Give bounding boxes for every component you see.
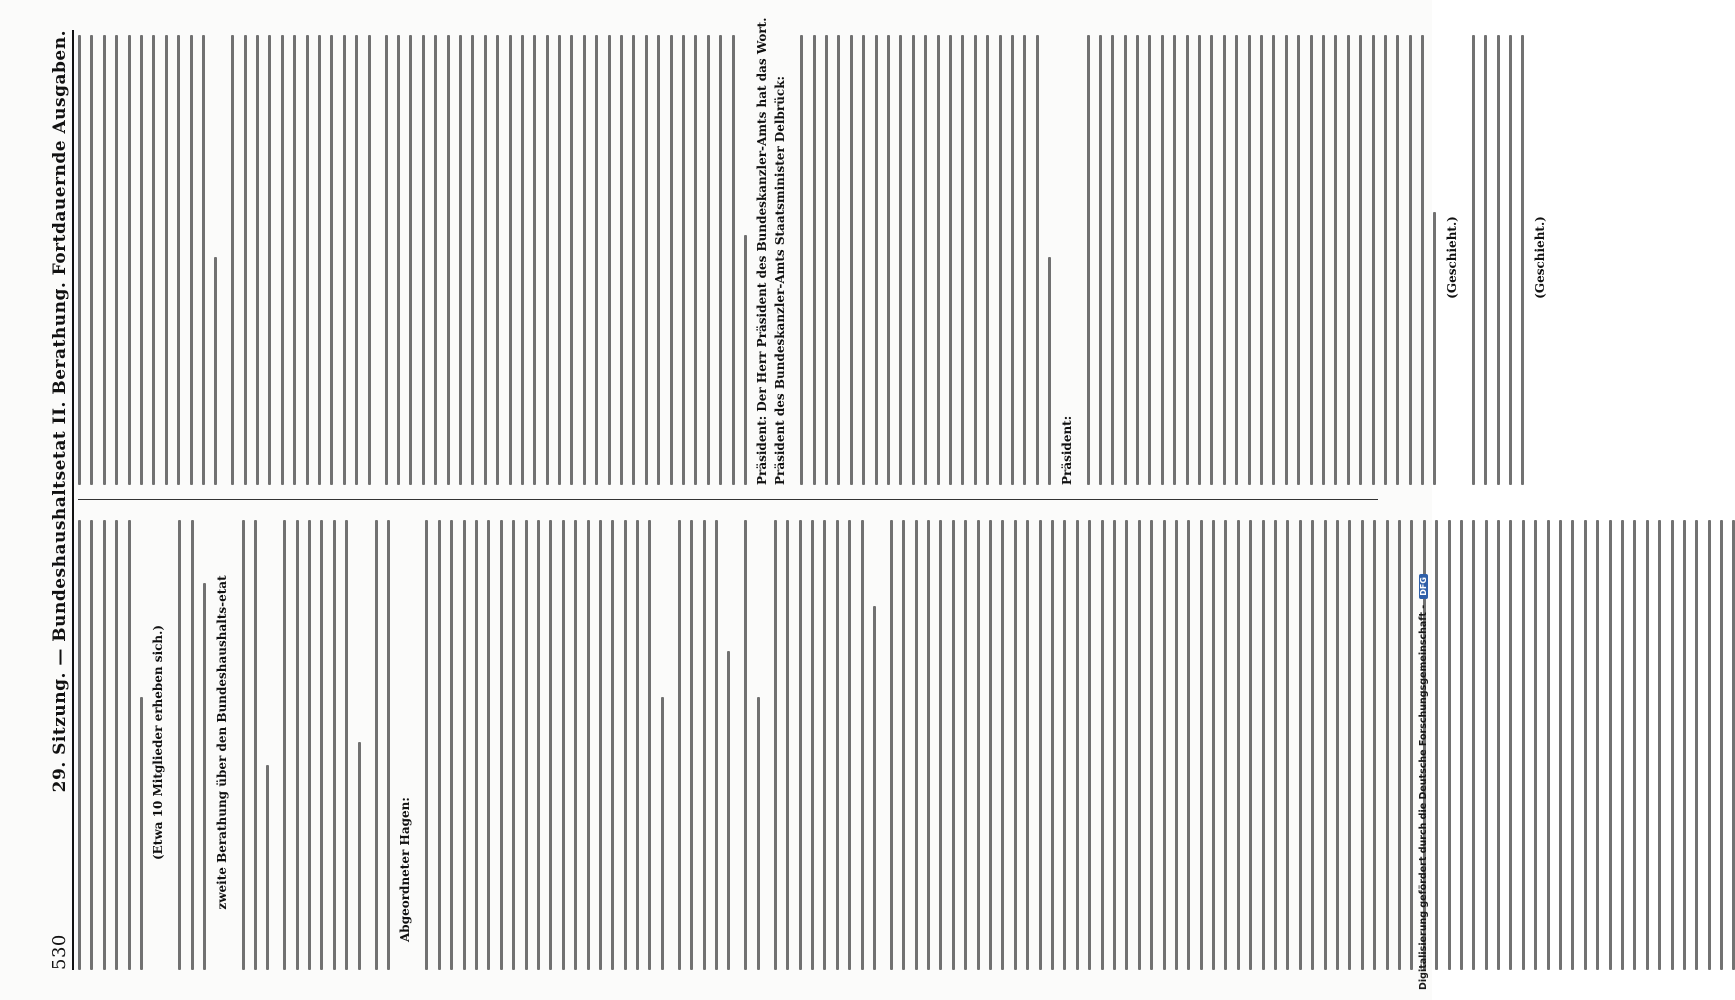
text-line <box>244 35 247 485</box>
text-line <box>1348 520 1351 970</box>
bold-term: zweite Berathung über den Bundeshaushalts-etat <box>214 575 229 910</box>
text-line <box>500 520 503 970</box>
text-line <box>890 520 893 970</box>
text-line <box>333 520 336 970</box>
text-line <box>1051 520 1054 970</box>
text-line <box>939 520 942 970</box>
text-line <box>409 35 412 485</box>
text-line <box>1472 520 1475 970</box>
text-line <box>850 35 853 485</box>
text-line <box>694 35 697 485</box>
text-line <box>1386 520 1389 970</box>
text-line <box>989 520 992 970</box>
page-title: 29. Sitzung. — Bundeshaushaltsetat II. Berathung. Fortdauernde Ausgaben. <box>50 30 70 793</box>
page-header <box>24 30 70 970</box>
text-line <box>1136 35 1139 485</box>
text-line <box>1235 35 1238 485</box>
text-line <box>1187 520 1190 970</box>
text-line <box>1373 520 1376 970</box>
text-line <box>1336 520 1339 970</box>
text-line <box>475 520 478 970</box>
text-line <box>549 520 552 970</box>
text-line <box>375 520 378 970</box>
text-line <box>343 35 346 485</box>
text-line <box>1237 520 1240 970</box>
text-line <box>1559 520 1562 970</box>
text-line <box>608 35 611 485</box>
text-line <box>1472 35 1475 485</box>
text-line <box>558 35 561 485</box>
text-line <box>1001 520 1004 970</box>
text-line <box>1410 520 1413 970</box>
text-line <box>358 743 361 971</box>
text-line <box>1138 520 1141 970</box>
text-line <box>90 520 93 970</box>
text-line <box>450 520 453 970</box>
text-line <box>1198 35 1201 485</box>
text-line <box>800 35 803 485</box>
text-line <box>1460 520 1463 970</box>
text-line <box>293 35 296 485</box>
bold-term: Präsident: Der Herr Präsident des Bundeskanzler-Amts hat das Wort. <box>755 17 770 485</box>
text-line <box>1148 35 1151 485</box>
text-line <box>308 520 311 970</box>
text-line <box>1310 35 1313 485</box>
text-line <box>927 520 930 970</box>
text-line <box>1522 520 1525 970</box>
text-line <box>1509 520 1512 970</box>
text-line <box>128 520 131 970</box>
text-line <box>1026 520 1029 970</box>
text-line <box>848 520 851 970</box>
text-line <box>1163 520 1166 970</box>
text-line <box>645 35 648 485</box>
text-line <box>732 35 735 485</box>
text-line <box>887 35 890 485</box>
text-line <box>1497 35 1500 485</box>
text-line <box>1014 520 1017 970</box>
text-line <box>574 520 577 970</box>
text-line <box>385 35 388 485</box>
text-line <box>1076 520 1079 970</box>
text-line <box>986 35 989 485</box>
text-line <box>78 35 81 485</box>
text-line <box>1361 520 1364 970</box>
bold-term: Abgeordneter Hagen: <box>398 797 413 942</box>
text-line <box>256 35 259 485</box>
text-line <box>1720 520 1723 970</box>
text-line <box>546 35 549 485</box>
text-line <box>1150 520 1153 970</box>
text-line <box>744 235 747 485</box>
bold-term: (Geschieht.) <box>1444 216 1459 299</box>
text-line <box>1186 35 1189 485</box>
text-line <box>949 35 952 485</box>
text-line <box>611 520 614 970</box>
text-line <box>1224 520 1227 970</box>
text-line <box>1039 520 1042 970</box>
bold-term: Präsident: <box>1059 415 1074 485</box>
text-line <box>678 520 681 970</box>
text-line <box>1359 35 1362 485</box>
text-line <box>786 520 789 970</box>
bold-term: (Geschieht.) <box>1532 216 1547 299</box>
text-line <box>1609 520 1612 970</box>
text-line <box>533 35 536 485</box>
text-line <box>387 520 390 970</box>
text-line <box>757 697 760 970</box>
text-line <box>434 35 437 485</box>
text-line <box>1048 258 1051 486</box>
text-line <box>1409 35 1412 485</box>
text-line <box>1023 35 1026 485</box>
text-line <box>1485 520 1488 970</box>
text-line <box>140 697 143 970</box>
text-line <box>484 35 487 485</box>
text-line <box>587 520 590 970</box>
text-line <box>78 520 81 970</box>
text-line <box>1124 35 1127 485</box>
text-line <box>1497 520 1500 970</box>
text-line <box>191 520 194 970</box>
text-line <box>1101 520 1104 970</box>
text-line <box>657 35 660 485</box>
text-line <box>1448 520 1451 970</box>
text-line <box>964 520 967 970</box>
text-line <box>636 520 639 970</box>
text-line <box>1433 212 1436 485</box>
text-line <box>1161 35 1164 485</box>
text-line <box>140 35 143 485</box>
text-line <box>648 520 651 970</box>
text-line <box>620 35 623 485</box>
text-line <box>1260 35 1263 485</box>
text-line <box>268 35 271 485</box>
text-line <box>1210 35 1213 485</box>
text-line <box>1708 520 1711 970</box>
text-line <box>1324 520 1327 970</box>
text-line <box>744 520 747 970</box>
text-line <box>774 520 777 970</box>
text-line <box>823 520 826 970</box>
text-line <box>509 35 512 485</box>
text-line <box>1274 520 1277 970</box>
text-line <box>521 35 524 485</box>
text-line <box>1521 35 1524 485</box>
text-line <box>345 520 348 970</box>
text-line <box>862 35 865 485</box>
text-line <box>837 35 840 485</box>
text-line <box>811 520 814 970</box>
text-line <box>537 520 540 970</box>
text-line <box>690 520 693 970</box>
text-line <box>999 35 1002 485</box>
text-line <box>115 35 118 485</box>
text-line <box>242 520 245 970</box>
text-line <box>320 520 323 970</box>
text-line <box>1297 35 1300 485</box>
text-line <box>152 35 155 485</box>
text-line <box>214 258 217 486</box>
page-number: 530 <box>49 934 70 970</box>
text-line <box>1435 520 1438 970</box>
text-line <box>177 35 180 485</box>
text-line <box>861 520 864 970</box>
text-line <box>715 520 718 970</box>
text-line <box>202 35 205 485</box>
text-line <box>355 35 358 485</box>
text-line <box>1334 35 1337 485</box>
text-line <box>1621 520 1624 970</box>
text-line <box>1299 520 1302 970</box>
header-rule <box>72 30 74 970</box>
text-line <box>512 520 515 970</box>
text-line <box>813 35 816 485</box>
text-line <box>128 35 131 485</box>
text-line <box>203 583 206 970</box>
column-divider <box>78 499 1378 500</box>
text-line <box>90 35 93 485</box>
text-line <box>912 35 915 485</box>
text-line <box>632 35 635 485</box>
text-line <box>583 35 586 485</box>
text-line <box>283 520 286 970</box>
text-line <box>1036 35 1039 485</box>
text-line <box>459 35 462 485</box>
text-line <box>599 520 602 970</box>
text-line <box>1063 520 1066 970</box>
text-line <box>1125 520 1128 970</box>
text-line <box>190 35 193 485</box>
text-line <box>937 35 940 485</box>
text-line <box>1175 520 1178 970</box>
text-line <box>1322 35 1325 485</box>
text-line <box>1173 35 1176 485</box>
text-line <box>487 520 490 970</box>
dfg-logo: DFG <box>1419 574 1428 599</box>
text-line <box>1262 520 1265 970</box>
text-line <box>306 35 309 485</box>
text-line <box>1285 35 1288 485</box>
text-line <box>1272 35 1275 485</box>
text-line <box>1547 520 1550 970</box>
text-line <box>570 35 573 485</box>
text-line <box>425 520 428 970</box>
text-line <box>1534 520 1537 970</box>
text-line <box>231 35 234 485</box>
text-line <box>952 520 955 970</box>
text-line <box>727 652 730 971</box>
text-line <box>1484 35 1487 485</box>
text-line <box>1248 35 1251 485</box>
text-line <box>103 35 106 485</box>
text-line <box>1200 520 1203 970</box>
text-line <box>1212 520 1215 970</box>
text-line <box>595 35 598 485</box>
text-line <box>447 35 450 485</box>
text-line <box>254 520 257 970</box>
text-line <box>1646 520 1649 970</box>
text-line <box>562 520 565 970</box>
text-line <box>1372 35 1375 485</box>
text-line <box>178 520 181 970</box>
text-line <box>624 520 627 970</box>
text-line <box>463 520 466 970</box>
text-line <box>266 765 269 970</box>
text-line <box>1113 520 1116 970</box>
text-line <box>281 35 284 485</box>
text-line <box>875 35 878 485</box>
text-line <box>1671 520 1674 970</box>
text-line <box>1311 520 1314 970</box>
text-line <box>1633 520 1636 970</box>
text-line <box>836 520 839 970</box>
text-line <box>707 35 710 485</box>
text-line <box>1658 520 1661 970</box>
text-line <box>1347 35 1350 485</box>
text-line <box>670 35 673 485</box>
digitization-credit-text: Digitalisierung gefördert durch die Deutsche Forschungsgemeinschaft - <box>1417 604 1429 990</box>
text-line <box>1596 520 1599 970</box>
text-line <box>977 520 980 970</box>
text-line <box>661 697 664 970</box>
text-line <box>330 35 333 485</box>
bold-term: Präsident des Bundeskanzler-Amts Staatsminister Delbrück: <box>773 76 788 485</box>
right-text-column <box>78 17 1547 485</box>
text-line <box>165 35 168 485</box>
text-line <box>799 520 802 970</box>
text-line <box>318 35 321 485</box>
text-line <box>368 35 371 485</box>
text-line <box>422 35 425 485</box>
text-line <box>1286 520 1289 970</box>
left-text-column <box>78 515 1388 970</box>
text-line <box>924 35 927 485</box>
text-line <box>1249 520 1252 970</box>
text-line <box>825 35 828 485</box>
text-line <box>115 520 118 970</box>
text-line <box>496 35 499 485</box>
text-line <box>1396 35 1399 485</box>
text-line <box>397 35 400 485</box>
text-line <box>1088 520 1091 970</box>
text-line <box>525 520 528 970</box>
text-line <box>1384 35 1387 485</box>
text-line <box>1111 35 1114 485</box>
text-line <box>1398 520 1401 970</box>
bold-term: (Etwa 10 Mitglieder erheben sich.) <box>151 624 166 861</box>
text-line <box>682 35 685 485</box>
text-line <box>438 520 441 970</box>
text-line <box>974 35 977 485</box>
text-line <box>873 606 876 970</box>
text-line <box>1011 35 1014 485</box>
text-line <box>1683 520 1686 970</box>
text-line <box>915 520 918 970</box>
text-line <box>902 520 905 970</box>
text-line <box>296 520 299 970</box>
text-line <box>471 35 474 485</box>
text-line <box>719 35 722 485</box>
text-line <box>103 520 106 970</box>
text-line <box>1087 35 1090 485</box>
text-line <box>1509 35 1512 485</box>
text-line <box>1695 520 1698 970</box>
text-line <box>899 35 902 485</box>
text-line <box>1571 520 1574 970</box>
digitization-credit-strip <box>1414 0 1432 1000</box>
text-line <box>703 520 706 970</box>
text-line <box>1099 35 1102 485</box>
text-line <box>961 35 964 485</box>
text-line <box>1223 35 1226 485</box>
text-line <box>1584 520 1587 970</box>
